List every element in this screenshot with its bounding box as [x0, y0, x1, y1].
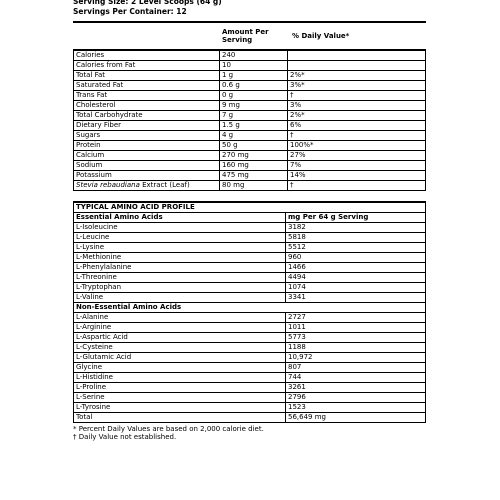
amino-name: L-Tyrosine — [74, 403, 286, 413]
amino-mg: 807 — [286, 363, 426, 373]
amino-row — [74, 373, 426, 383]
amino-row — [74, 353, 426, 363]
amino-row — [74, 393, 426, 403]
nutrient-name: Potassium — [74, 171, 220, 181]
daily-value-header: % Daily Value* — [292, 32, 350, 40]
nutrient-row — [74, 111, 426, 121]
amino-name: Glycine — [74, 363, 286, 373]
amino-mg: 3341 — [286, 293, 426, 303]
amino-mg: 744 — [286, 373, 426, 383]
amino-name: L-Methionine — [74, 253, 286, 263]
nutrient-dv — [288, 61, 426, 71]
amino-row — [74, 323, 426, 333]
nutrient-dv: 6% — [288, 121, 426, 131]
amino-row — [74, 403, 426, 413]
amino-mg: 5773 — [286, 333, 426, 343]
amino-mg: 4494 — [286, 273, 426, 283]
nutrient-amount: 50 g — [220, 141, 288, 151]
amino-name: L-Cysteine — [74, 343, 286, 353]
nutrient-name: Total Fat — [74, 71, 220, 81]
nutrient-amount: 0 g — [220, 91, 288, 101]
stevia-dv: † — [288, 181, 426, 191]
amino-row — [74, 223, 426, 233]
amino-mg: 56,649 mg — [286, 413, 426, 423]
amino-name: L-Arginine — [74, 323, 286, 333]
nutrient-dv: † — [288, 91, 426, 101]
essential-header: Essential Amino Acids — [74, 213, 286, 223]
amino-row — [74, 293, 426, 303]
amino-name: L-Valine — [74, 293, 286, 303]
amino-name: L-Lysine — [74, 243, 286, 253]
amino-row — [74, 363, 426, 373]
nutrient-name: Sodium — [74, 161, 220, 171]
nutrient-amount: 0.6 g — [220, 81, 288, 91]
mg-header: mg Per 64 g Serving — [286, 213, 426, 223]
amino-row — [74, 243, 426, 253]
nutrient-dv: 2%* — [288, 71, 426, 81]
amino-name: L-Tryptophan — [74, 283, 286, 293]
nutrient-row — [74, 91, 426, 101]
nutrient-amount: 4 g — [220, 131, 288, 141]
serving-size: Serving Size: 2 Level Scoops (64 g) — [73, 0, 222, 6]
amino-name: Total — [74, 413, 286, 423]
amino-name: L-Phenylalanine — [74, 263, 286, 273]
nutrient-dv: 2%* — [288, 111, 426, 121]
nutrient-name: Calories from Fat — [74, 61, 220, 71]
essential-header-row — [74, 213, 426, 223]
nutrient-row — [74, 171, 426, 181]
amino-mg: 5512 — [286, 243, 426, 253]
amino-row — [74, 273, 426, 283]
nutrient-row — [74, 81, 426, 91]
amino-row — [74, 313, 426, 323]
footnotes — [73, 425, 426, 441]
amino-name: L-Proline — [74, 383, 286, 393]
nutrient-row — [74, 131, 426, 141]
nutrient-amount: 9 mg — [220, 101, 288, 111]
amino-row — [74, 233, 426, 243]
stevia-name — [74, 181, 220, 191]
footnote-dagger: † Daily Value not established. — [73, 433, 177, 441]
amino-mg: 1074 — [286, 283, 426, 293]
supplement-facts-panel — [73, 0, 426, 441]
nutrient-row — [74, 51, 426, 61]
nutrient-table — [73, 50, 426, 191]
nutrient-amount: 240 — [220, 51, 288, 61]
amino-mg: 3182 — [286, 223, 426, 233]
nutrient-name: Protein — [74, 141, 220, 151]
amino-row — [74, 413, 426, 423]
nutrient-dv: 3% — [288, 101, 426, 111]
nutrient-dv: 14% — [288, 171, 426, 181]
amino-mg: 2796 — [286, 393, 426, 403]
amino-name: L-Glutamic Acid — [74, 353, 286, 363]
nutrient-amount: 10 — [220, 61, 288, 71]
nutrient-name: Trans Fat — [74, 91, 220, 101]
nutrient-name: Cholesterol — [74, 101, 220, 111]
stevia-amount: 80 mg — [220, 181, 288, 191]
amino-mg: 960 — [286, 253, 426, 263]
amino-row — [74, 383, 426, 393]
nutrient-amount: 475 mg — [220, 171, 288, 181]
amino-mg: 1523 — [286, 403, 426, 413]
nutrient-name: Sugars — [74, 131, 220, 141]
footnote-percent: * Percent Daily Values are based on 2,000 calorie diet. — [73, 425, 264, 433]
nutrient-row — [74, 61, 426, 71]
amino-name: L-Leucine — [74, 233, 286, 243]
nutrient-row-stevia — [74, 181, 426, 191]
nutrient-amount: 1 g — [220, 71, 288, 81]
amino-mg: 2727 — [286, 313, 426, 323]
nutrient-row — [74, 141, 426, 151]
nutrient-name: Calories — [74, 51, 220, 61]
nutrient-name: Total Carbohydrate — [74, 111, 220, 121]
amino-title-row — [74, 203, 426, 213]
nutrient-amount: 1.5 g — [220, 121, 288, 131]
amino-name: L-Isoleucine — [74, 223, 286, 233]
amino-acid-table — [73, 202, 426, 423]
amino-name: L-Threonine — [74, 273, 286, 283]
section-gap — [73, 191, 426, 202]
nutrient-amount: 270 mg — [220, 151, 288, 161]
nutrient-name: Calcium — [74, 151, 220, 161]
amino-row — [74, 343, 426, 353]
nonessential-header: Non-Essential Amino Acids — [74, 303, 426, 313]
nutrient-dv: † — [288, 131, 426, 141]
amino-row — [74, 253, 426, 263]
amino-mg: 10,972 — [286, 353, 426, 363]
nutrient-dv: 27% — [288, 151, 426, 161]
nutrient-row — [74, 101, 426, 111]
amino-profile-title: TYPICAL AMINO ACID PROFILE — [74, 203, 426, 213]
amino-mg: 1466 — [286, 263, 426, 273]
amino-row — [74, 283, 426, 293]
nutrient-row — [74, 71, 426, 81]
nutrient-amount: 160 mg — [220, 161, 288, 171]
amino-row — [74, 263, 426, 273]
stevia-name-rest: Extract (Leaf) — [139, 181, 190, 189]
nutrient-row — [74, 161, 426, 171]
nutrient-name: Dietary Fiber — [74, 121, 220, 131]
nutrient-row — [74, 121, 426, 131]
amino-name: L-Alanine — [74, 313, 286, 323]
nutrient-name: Saturated Fat — [74, 81, 220, 91]
column-headers — [73, 23, 426, 50]
stevia-name-italic: Stevia rebaudiana — [76, 181, 140, 189]
amino-mg: 1011 — [286, 323, 426, 333]
nutrient-row — [74, 151, 426, 161]
nutrient-amount: 7 g — [220, 111, 288, 121]
nutrient-dv: 7% — [288, 161, 426, 171]
amino-mg: 5818 — [286, 233, 426, 243]
amino-row — [74, 333, 426, 343]
amino-mg: 1188 — [286, 343, 426, 353]
amino-mg: 3261 — [286, 383, 426, 393]
amount-per-serving-header: Amount Per Serving — [222, 28, 269, 44]
nutrient-dv: 100%* — [288, 141, 426, 151]
nonessential-header-row — [74, 303, 426, 313]
amino-name: L-Serine — [74, 393, 286, 403]
amino-name: L-Aspartic Acid — [74, 333, 286, 343]
servings-per-container: Servings Per Container: 12 — [73, 7, 187, 16]
nutrient-dv: 3%* — [288, 81, 426, 91]
nutrient-dv — [288, 51, 426, 61]
amino-name: L-Histidine — [74, 373, 286, 383]
